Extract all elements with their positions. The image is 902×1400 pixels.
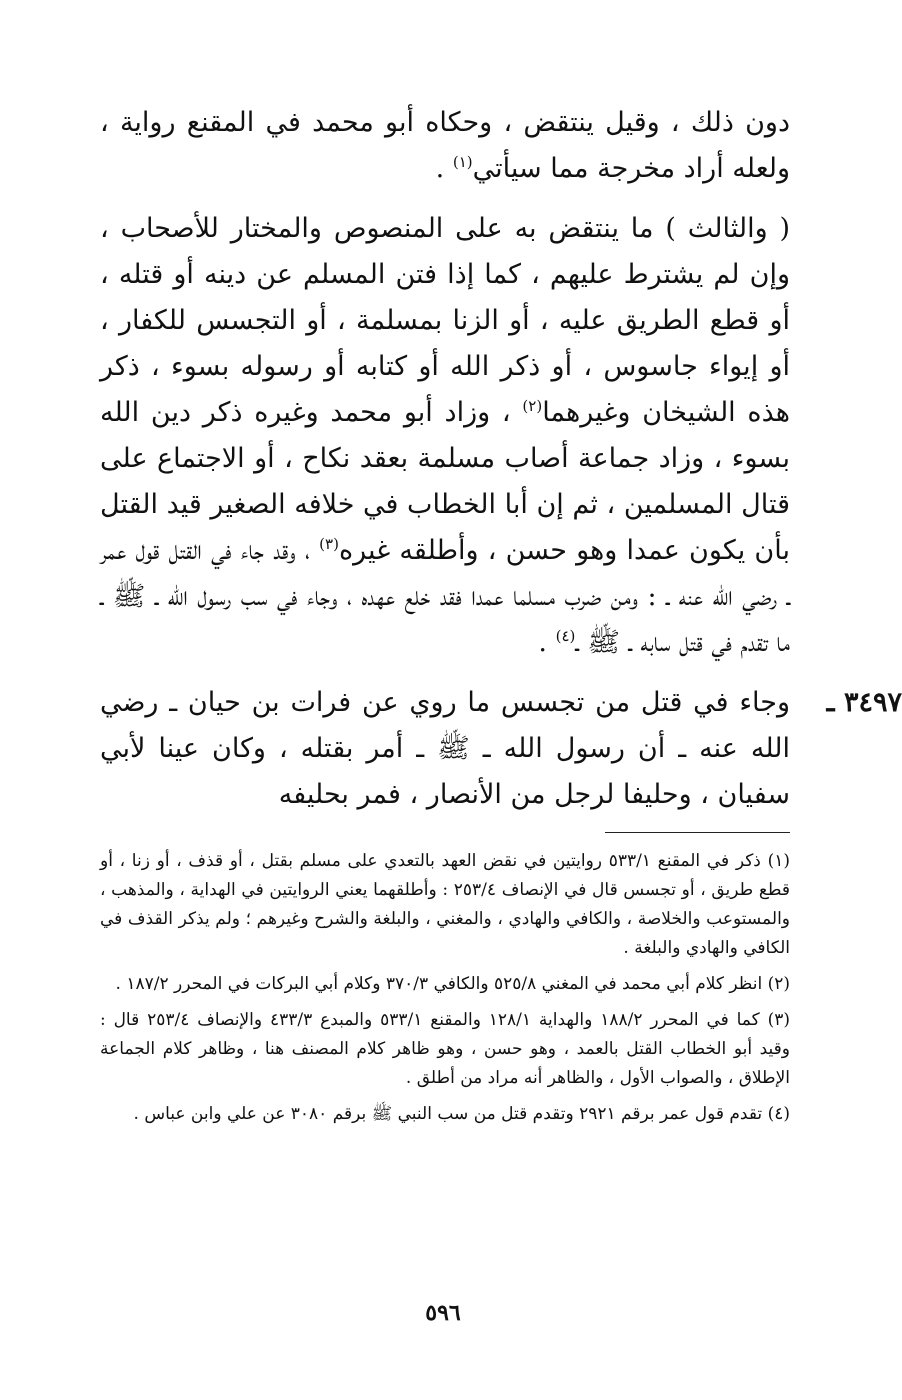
- paragraph-2: [100, 206, 790, 666]
- paragraph-3497: [100, 680, 902, 818]
- main-text: [100, 100, 902, 818]
- paragraph-3497-text: وجاء في قتل من تجسس ما روي عن فرات بن حيان ـ رضي الله عنه ـ أن رسول الله ـ ﷺ ـ أمر بقتله ، وكان عينا لأبي سفيان ، وحليفا لرجل من الأنصار ، فمر بحليفه: [100, 687, 790, 810]
- paragraph-number: ٣٤٩٧ ـ: [826, 687, 902, 718]
- footnote-3: (٣) كما في المحرر ١٨٨/٢ والهداية ١٢٨/١ والمقنع ٥٣٣/١ والمبدع ٤٣٣/٣ والإنصاف ٢٥٣/٤ قال : وقيد أبو الخطاب القتل بالعمد ، وهو حسن ، وهو ظاهر كلام المصنف هنا ، وظاهر كلام الجماعة الإطلاق ، والصواب الأول ، والظاهر أنه مراد من أطلق .: [100, 1010, 790, 1088]
- page-number: ٥٩٦: [425, 1300, 461, 1326]
- paragraph-2-part-a: ( والثالث ) ما ينتقض به على المنصوص والمختار للأصحاب ، وإن لم يشترط عليهم ، كما إذا فتن المسلم عن دينه أو قتله ، أو قطع الطريق عليه ، أو الزنا بمسلمة ، أو التجسس للكفار ، أو إيواء جاسوس ، أو ذكر الله أو كتابه أو رسوله بسوء ، ذكر هذه الشيخان وغيرهما: [100, 213, 790, 428]
- footnote-divider: [605, 832, 790, 833]
- footnote-ref-3: (٣): [319, 535, 339, 553]
- footnote-1: (١) ذكر في المقنع ٥٣٣/١ روايتين في نقض العهد بالتعدي على مسلم بقتل ، أو قذف ، أو زنا ، أو قطع طريق ، أو تجسس قال في الإنصاف ٢٥٣/٤ : وأطلقهما يعني الروايتين في الهداية ، والمذهب ، والمستوعب والخلاصة ، والكافي والهادي ، والمغني ، والبلغة والشرح وغيرهم ؛ ولم يذكر القذف في الكافي والهادي والبلغة .: [100, 851, 790, 958]
- paragraph-2-end: .: [538, 627, 556, 658]
- document-page: [100, 100, 902, 1136]
- paragraph-1-end: .: [435, 153, 453, 184]
- paragraph-2-part-b: ، وزاد أبو محمد وغيره ذكر دين الله بسوء ، وزاد جماعة أصاب مسلمة بعقد نكاح ، أو الاجتماع على قتال المسلمين ، ثم إن أبا الخطاب في خلافه الصغير قيد القتل بأن يكون عمدا وهو حسن ، وأطلقه غيره: [100, 397, 790, 566]
- footnote-2: (٢) انظر كلام أبي محمد في المغني ٥٢٥/٨ والكافي ٣٧٠/٣ وكلام أبي البركات في المحرر ١٨٧/٢ .: [115, 974, 790, 994]
- footnotes: [100, 847, 790, 1129]
- footnote-ref-1: (١): [452, 153, 473, 171]
- footnote-4: (٤) تقدم قول عمر برقم ٢٩٢١ وتقدم قتل من سب النبي ﷺ برقم ٣٠٨٠ عن علي وابن عباس .: [133, 1104, 790, 1124]
- paragraph-1-text: دون ذلك ، وقيل ينتقض ، وحكاه أبو محمد في المقنع رواية ، ولعله أراد مخرجة مما سيأتي: [100, 107, 790, 184]
- paragraph-1: [100, 100, 790, 192]
- paragraph-2-part-c: ، وقد جاء في القتل قول عمر ـ رضي الله عنه ـ : ومن ضرب مسلما عمدا فقد خلع عهده ، وجاء في سب رسول الله ـ ﷺ ـ ما تقدم في قتل سابه ـ ﷺ ـ: [100, 535, 790, 658]
- footnote-ref-2: (٢): [522, 397, 543, 415]
- footnote-ref-4: (٤): [555, 627, 576, 645]
